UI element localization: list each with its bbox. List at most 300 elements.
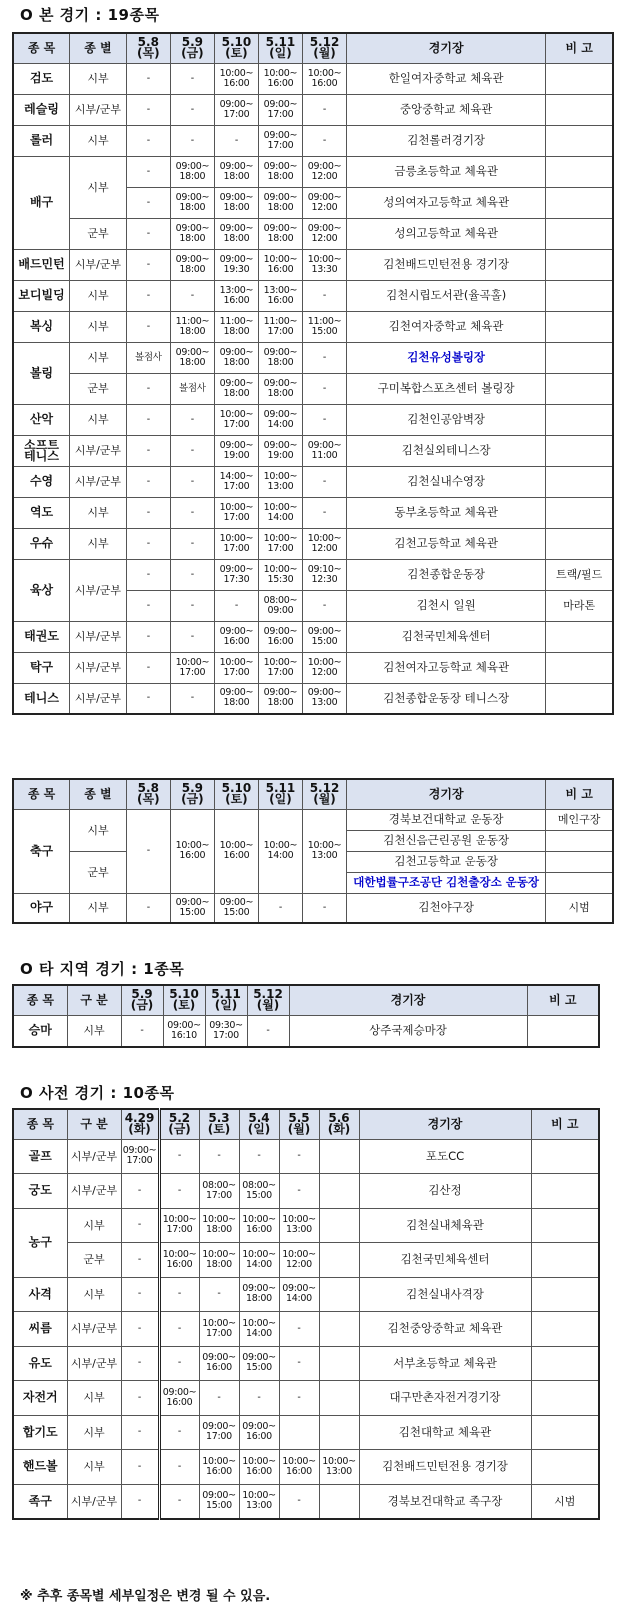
schedule-time: -: [126, 621, 170, 652]
schedule-time: -: [126, 311, 170, 342]
category: 시부: [67, 1277, 121, 1312]
remark: [531, 1346, 599, 1381]
schedule-time: -: [126, 435, 170, 466]
schedule-time: -: [302, 404, 346, 435]
header-cell: 5.9 (금): [121, 985, 163, 1015]
venue-name: 김천중앙중학교 체육관: [359, 1312, 531, 1347]
table-row: [13, 528, 613, 559]
category: 시부/군부: [70, 249, 127, 280]
header-row: [13, 779, 613, 809]
sport-name: 유도: [13, 1346, 67, 1381]
schedule-time: 09:10~ 12:30: [302, 559, 346, 590]
table-row: [13, 1484, 599, 1519]
schedule-time: -: [170, 621, 214, 652]
category: 시부/군부: [70, 466, 127, 497]
sport-name: 복싱: [13, 311, 70, 342]
schedule-time: 09:00~ 18:00: [258, 218, 302, 249]
schedule-time: 09:00~ 12:00: [302, 187, 346, 218]
schedule-time: -: [170, 528, 214, 559]
schedule-time: 09:00~ 19:30: [214, 249, 258, 280]
schedule-time: -: [126, 125, 170, 156]
schedule-time: 09:00~ 12:00: [302, 156, 346, 187]
remark: [531, 1208, 599, 1243]
schedule-time: 10:00~ 17:00: [214, 652, 258, 683]
schedule-time: -: [126, 809, 170, 893]
schedule-time: -: [126, 683, 170, 714]
schedule-time: 10:00~ 14:00: [239, 1312, 279, 1347]
remark: [546, 342, 613, 373]
sport-name: 궁도: [13, 1174, 67, 1209]
schedule-time: 10:00~ 16:00: [159, 1243, 199, 1278]
table-row: [13, 1381, 599, 1416]
schedule-time: 09:00~ 17:00: [258, 94, 302, 125]
schedule-time: -: [170, 559, 214, 590]
sport-name: 합기도: [13, 1415, 67, 1450]
category: 시부/군부: [67, 1139, 121, 1174]
header-cell: 5.9 (금): [170, 33, 214, 63]
schedule-time: -: [121, 1312, 159, 1347]
schedule-time: 09:00~ 16:00: [258, 621, 302, 652]
sport-name: 자전거: [13, 1381, 67, 1416]
schedule-time: [279, 1415, 319, 1450]
main-schedule-table: [12, 32, 614, 715]
schedule-time: -: [302, 497, 346, 528]
sport-name: 축구: [13, 809, 70, 893]
schedule-time: -: [279, 1484, 319, 1519]
table-row: [13, 1346, 599, 1381]
schedule-time: 10:00~ 12:00: [279, 1243, 319, 1278]
venue-name: 한일여자중학교 체육관: [347, 63, 546, 94]
venue-name: 김천대학교 체육관: [359, 1415, 531, 1450]
schedule-time: 09:00~ 11:00: [302, 435, 346, 466]
venue-name: 구미복합스포츠센터 볼링장: [347, 373, 546, 404]
schedule-time: -: [126, 404, 170, 435]
schedule-time: 09:00~ 18:00: [258, 187, 302, 218]
remark: 시범: [546, 893, 613, 923]
schedule-time: -: [126, 559, 170, 590]
schedule-time: 09:00~ 18:00: [258, 342, 302, 373]
venue-name: 대한법률구조공단 김천출장소 운동장: [347, 872, 546, 893]
sport-name: 골프: [13, 1139, 67, 1174]
table-row: [13, 1277, 599, 1312]
category: 시부/군부: [70, 559, 127, 621]
schedule-time: -: [279, 1139, 319, 1174]
schedule-time: -: [199, 1277, 239, 1312]
category: 시부: [67, 1415, 121, 1450]
category: 시부: [70, 404, 127, 435]
schedule-time: 09:00~ 18:00: [239, 1277, 279, 1312]
schedule-time: 09:00~ 18:00: [258, 156, 302, 187]
venue-name: 김천실내체육관: [359, 1208, 531, 1243]
schedule-time: -: [126, 280, 170, 311]
schedule-time: -: [302, 466, 346, 497]
schedule-time: -: [126, 528, 170, 559]
schedule-time: -: [121, 1415, 159, 1450]
schedule-time: -: [170, 94, 214, 125]
main-section-title: O 본 경기 : 19종목: [20, 6, 160, 24]
schedule-time: 10:00~ 16:00: [214, 63, 258, 94]
remark: [546, 621, 613, 652]
category: 시부: [70, 311, 127, 342]
schedule-time: 09:00~ 18:00: [258, 373, 302, 404]
table-row: [13, 125, 613, 156]
remark: [531, 1450, 599, 1485]
schedule-time: 09:00~ 18:00: [170, 218, 214, 249]
header-cell: 5.8 (목): [126, 33, 170, 63]
header-cell: 5.11 (일): [258, 779, 302, 809]
schedule-time: -: [126, 156, 170, 187]
category: 군부: [70, 851, 127, 893]
table-row: [13, 652, 613, 683]
category: 시부/군부: [70, 94, 127, 125]
remark: [531, 1415, 599, 1450]
venue-name: 김천고등학교 체육관: [347, 528, 546, 559]
schedule-time: -: [258, 893, 302, 923]
remark: [546, 830, 613, 851]
header-row: [13, 1109, 599, 1139]
remark: [546, 872, 613, 893]
schedule-time: -: [239, 1381, 279, 1416]
schedule-time: 09:00~ 18:00: [214, 187, 258, 218]
schedule-time: -: [126, 590, 170, 621]
schedule-time: 09:00~ 18:00: [214, 156, 258, 187]
category: 군부: [70, 373, 127, 404]
schedule-time: 09:00~ 15:00: [214, 893, 258, 923]
sport-name: 배드민턴: [13, 249, 70, 280]
schedule-time: -: [121, 1381, 159, 1416]
header-cell: 경기장: [347, 779, 546, 809]
schedule-time: 10:00~ 14:00: [239, 1243, 279, 1278]
header-cell: 5.11 (일): [205, 985, 247, 1015]
schedule-time: 10:00~ 17:00: [159, 1208, 199, 1243]
schedule-time: 09:00~ 15:00: [239, 1346, 279, 1381]
sport-name: 배구: [13, 156, 70, 249]
schedule-time: -: [121, 1346, 159, 1381]
schedule-time: 09:00~ 18:00: [214, 373, 258, 404]
category: 시부: [70, 342, 127, 373]
schedule-time: 10:00~ 14:00: [258, 497, 302, 528]
schedule-time: -: [126, 249, 170, 280]
schedule-time: -: [279, 1346, 319, 1381]
venue-name: 서부초등학교 체육관: [359, 1346, 531, 1381]
venue-name: 동부초등학교 체육관: [347, 497, 546, 528]
schedule-time: 10:00~ 13:30: [302, 249, 346, 280]
header-cell: 종 별: [70, 33, 127, 63]
schedule-time: 09:00~ 13:00: [302, 683, 346, 714]
schedule-time: -: [247, 1015, 289, 1047]
sport-name: 농구: [13, 1208, 67, 1277]
schedule-time: -: [239, 1139, 279, 1174]
schedule-time: -: [126, 94, 170, 125]
category: 시부: [67, 1015, 121, 1047]
category: 시부/군부: [70, 621, 127, 652]
venue-name: 김천시 일원: [347, 590, 546, 621]
schedule-time: -: [159, 1139, 199, 1174]
table-row: [13, 1450, 599, 1485]
remark: [546, 187, 613, 218]
venue-name: 김천시립도서관(율곡홀): [347, 280, 546, 311]
schedule-time: -: [170, 497, 214, 528]
header-cell: 5.10 (토): [163, 985, 205, 1015]
schedule-time: -: [302, 94, 346, 125]
schedule-time: 10:00~ 13:00: [279, 1208, 319, 1243]
schedule-time: 10:00~ 16:00: [258, 249, 302, 280]
venue-name: 김천국민체육센터: [359, 1243, 531, 1278]
category: 시부: [70, 497, 127, 528]
header-cell: 종 목: [13, 779, 70, 809]
sport-name: 야구: [13, 893, 70, 923]
schedule-time: 09:00~ 18:00: [214, 683, 258, 714]
venue-name: 상주국제승마장: [289, 1015, 527, 1047]
schedule-time: 10:00~ 16:00: [239, 1208, 279, 1243]
schedule-time: -: [159, 1346, 199, 1381]
sport-name: 승마: [13, 1015, 67, 1047]
table-row: [13, 280, 613, 311]
header-cell: 5.4 (일): [239, 1109, 279, 1139]
table-row: [13, 1139, 599, 1174]
schedule-time: -: [302, 373, 346, 404]
remark: [527, 1015, 599, 1047]
schedule-time: 10:00~ 12:00: [302, 528, 346, 559]
schedule-time: 09:00~ 16:00: [159, 1381, 199, 1416]
schedule-time: -: [121, 1208, 159, 1243]
header-cell: 5.8 (목): [126, 779, 170, 809]
sport-name: 소프트 테니스: [13, 435, 70, 466]
schedule-time: 11:00~ 18:00: [214, 311, 258, 342]
schedule-time: 09:00~ 16:00: [214, 621, 258, 652]
header-row: [13, 985, 599, 1015]
schedule-time: -: [121, 1450, 159, 1485]
schedule-time: -: [170, 466, 214, 497]
header-cell: 구 분: [67, 1109, 121, 1139]
remark: 메인구장: [546, 809, 613, 830]
table-row: [13, 342, 613, 373]
schedule-time: 08:00~ 17:00: [199, 1174, 239, 1209]
table-row: [13, 559, 613, 590]
table-row: [13, 1174, 599, 1209]
sport-name: 수영: [13, 466, 70, 497]
venue-name: 김천야구장: [347, 893, 546, 923]
table-row: [13, 1415, 599, 1450]
schedule-time: -: [126, 893, 170, 923]
remark: [546, 280, 613, 311]
schedule-time: 10:00~ 16:00: [170, 809, 214, 893]
schedule-time: -: [126, 373, 170, 404]
schedule-time: -: [170, 125, 214, 156]
schedule-time: 09:00~ 19:00: [214, 435, 258, 466]
category: 군부: [67, 1243, 121, 1278]
schedule-time: 10:00~ 16:00: [214, 809, 258, 893]
schedule-time: 10:00~ 16:00: [279, 1450, 319, 1485]
table-row: [13, 156, 613, 187]
schedule-time: 13:00~ 16:00: [214, 280, 258, 311]
schedule-time: -: [121, 1174, 159, 1209]
other-region-table: [12, 984, 600, 1048]
schedule-time: -: [126, 187, 170, 218]
table-row: [13, 435, 613, 466]
schedule-time: -: [170, 63, 214, 94]
header-cell: 5.10 (토): [214, 33, 258, 63]
header-cell: 5.5 (월): [279, 1109, 319, 1139]
category: 시부/군부: [67, 1174, 121, 1209]
schedule-time: -: [170, 404, 214, 435]
category: 시부/군부: [67, 1484, 121, 1519]
remark: [546, 851, 613, 872]
header-cell: 종 목: [13, 33, 70, 63]
remark: [531, 1139, 599, 1174]
remark: [531, 1312, 599, 1347]
schedule-time: 10:00~ 18:00: [199, 1243, 239, 1278]
header-cell: 비 고: [531, 1109, 599, 1139]
remark: [546, 156, 613, 187]
schedule-time: 볼점사: [126, 342, 170, 373]
venue-name: 김천여자중학교 체육관: [347, 311, 546, 342]
schedule-time: [319, 1415, 359, 1450]
schedule-time: [319, 1381, 359, 1416]
table-row: [13, 94, 613, 125]
schedule-time: -: [126, 63, 170, 94]
venue-name: 김천국민체육센터: [347, 621, 546, 652]
schedule-time: 10:00~ 18:00: [199, 1208, 239, 1243]
venue-name: 대구만촌자전거경기장: [359, 1381, 531, 1416]
schedule-time: 09:00~ 16:00: [239, 1415, 279, 1450]
category: 시부: [70, 156, 127, 218]
schedule-time: 10:00~ 17:00: [258, 528, 302, 559]
remark: 트랙/필드: [546, 559, 613, 590]
remark: [546, 652, 613, 683]
table-row: [13, 63, 613, 94]
schedule-time: [319, 1484, 359, 1519]
venue-name: 김천배드민턴전용 경기장: [347, 249, 546, 280]
schedule-time: 10:00~ 12:00: [302, 652, 346, 683]
sport-name: 탁구: [13, 652, 70, 683]
schedule-time: 09:00~ 18:00: [214, 218, 258, 249]
pre-game-table: [12, 1108, 600, 1520]
header-cell: 5.12 (월): [247, 985, 289, 1015]
schedule-time: 09:00~ 17:00: [121, 1139, 159, 1174]
header-cell: 종 목: [13, 1109, 67, 1139]
schedule-time: [319, 1174, 359, 1209]
category: 시부/군부: [67, 1312, 121, 1347]
schedule-time: 09:00~ 18:00: [258, 683, 302, 714]
category: 시부: [70, 528, 127, 559]
category: 시부/군부: [70, 652, 127, 683]
remark: [546, 683, 613, 714]
remark: [531, 1381, 599, 1416]
sport-name: 태권도: [13, 621, 70, 652]
header-row: [13, 33, 613, 63]
schedule-time: 10:00~ 13:00: [258, 466, 302, 497]
category: 시부: [70, 809, 127, 851]
header-cell: 경기장: [359, 1109, 531, 1139]
schedule-time: 09:00~ 14:00: [279, 1277, 319, 1312]
header-cell: 5.2 (금): [159, 1109, 199, 1139]
schedule-time: 09:00~ 17:00: [258, 125, 302, 156]
schedule-time: -: [121, 1277, 159, 1312]
schedule-time: -: [302, 342, 346, 373]
schedule-time: 09:00~ 18:00: [214, 342, 258, 373]
header-cell: 4.29 (화): [121, 1109, 159, 1139]
remark: [546, 497, 613, 528]
schedule-time: [319, 1208, 359, 1243]
schedule-time: -: [199, 1381, 239, 1416]
sport-name: 볼링: [13, 342, 70, 404]
pre-section-title: O 사전 경기 : 10종목: [20, 1084, 175, 1102]
remark: 마라톤: [546, 590, 613, 621]
schedule-time: 10:00~ 15:30: [258, 559, 302, 590]
header-cell: 5.11 (일): [258, 33, 302, 63]
schedule-time: -: [199, 1139, 239, 1174]
schedule-time: 08:00~ 15:00: [239, 1174, 279, 1209]
header-cell: 5.9 (금): [170, 779, 214, 809]
table-row: [13, 809, 613, 830]
sport-name: 검도: [13, 63, 70, 94]
sport-name: 보디빌딩: [13, 280, 70, 311]
schedule-time: 09:00~ 18:00: [170, 249, 214, 280]
remark: [546, 249, 613, 280]
header-cell: 비 고: [546, 33, 613, 63]
header-cell: 종 별: [70, 779, 127, 809]
category: 시부: [70, 280, 127, 311]
schedule-time: -: [279, 1174, 319, 1209]
category: 시부: [70, 893, 127, 923]
schedule-time: 10:00~ 16:00: [199, 1450, 239, 1485]
schedule-time: [319, 1243, 359, 1278]
table-row: [13, 311, 613, 342]
header-cell: 5.10 (토): [214, 779, 258, 809]
schedule-time: 10:00~ 16:00: [239, 1450, 279, 1485]
category: 시부: [70, 63, 127, 94]
header-cell: 5.3 (토): [199, 1109, 239, 1139]
venue-name: 경북보건대학교 운동장: [347, 809, 546, 830]
schedule-time: 08:00~ 09:00: [258, 590, 302, 621]
schedule-time: 10:00~ 13:00: [302, 809, 346, 893]
schedule-time: -: [302, 280, 346, 311]
schedule-time: -: [214, 590, 258, 621]
category: 시부/군부: [70, 435, 127, 466]
venue-name: 성의고등학교 체육관: [347, 218, 546, 249]
remark: [531, 1243, 599, 1278]
remark: [546, 125, 613, 156]
schedule-time: -: [279, 1312, 319, 1347]
table-row: [13, 683, 613, 714]
table-row: [13, 1015, 599, 1047]
table-row: [13, 621, 613, 652]
venue-name: 성의여자고등학교 체육관: [347, 187, 546, 218]
table-row: [13, 1312, 599, 1347]
remark: [546, 404, 613, 435]
footnote: ※ 추후 종목별 세부일정은 변경 될 수 있음.: [20, 1589, 271, 1604]
category: 시부/군부: [70, 683, 127, 714]
schedule-time: -: [159, 1415, 199, 1450]
schedule-time: -: [121, 1015, 163, 1047]
schedule-time: -: [126, 466, 170, 497]
schedule-time: 11:00~ 17:00: [258, 311, 302, 342]
venue-name: 김산정: [359, 1174, 531, 1209]
schedule-time: 10:00~ 17:00: [214, 528, 258, 559]
schedule-time: -: [159, 1277, 199, 1312]
schedule-time: -: [121, 1484, 159, 1519]
schedule-time: 09:00~ 16:00: [199, 1346, 239, 1381]
schedule-time: 09:00~ 15:00: [302, 621, 346, 652]
venue-name: 김천종합운동장 테니스장: [347, 683, 546, 714]
schedule-time: 09:00~ 15:00: [170, 893, 214, 923]
schedule-time: [319, 1346, 359, 1381]
schedule-time: 볼점사: [170, 373, 214, 404]
schedule-time: 09:00~ 17:00: [199, 1415, 239, 1450]
venue-name: 김천고등학교 운동장: [347, 851, 546, 872]
schedule-time: 10:00~ 17:00: [199, 1312, 239, 1347]
